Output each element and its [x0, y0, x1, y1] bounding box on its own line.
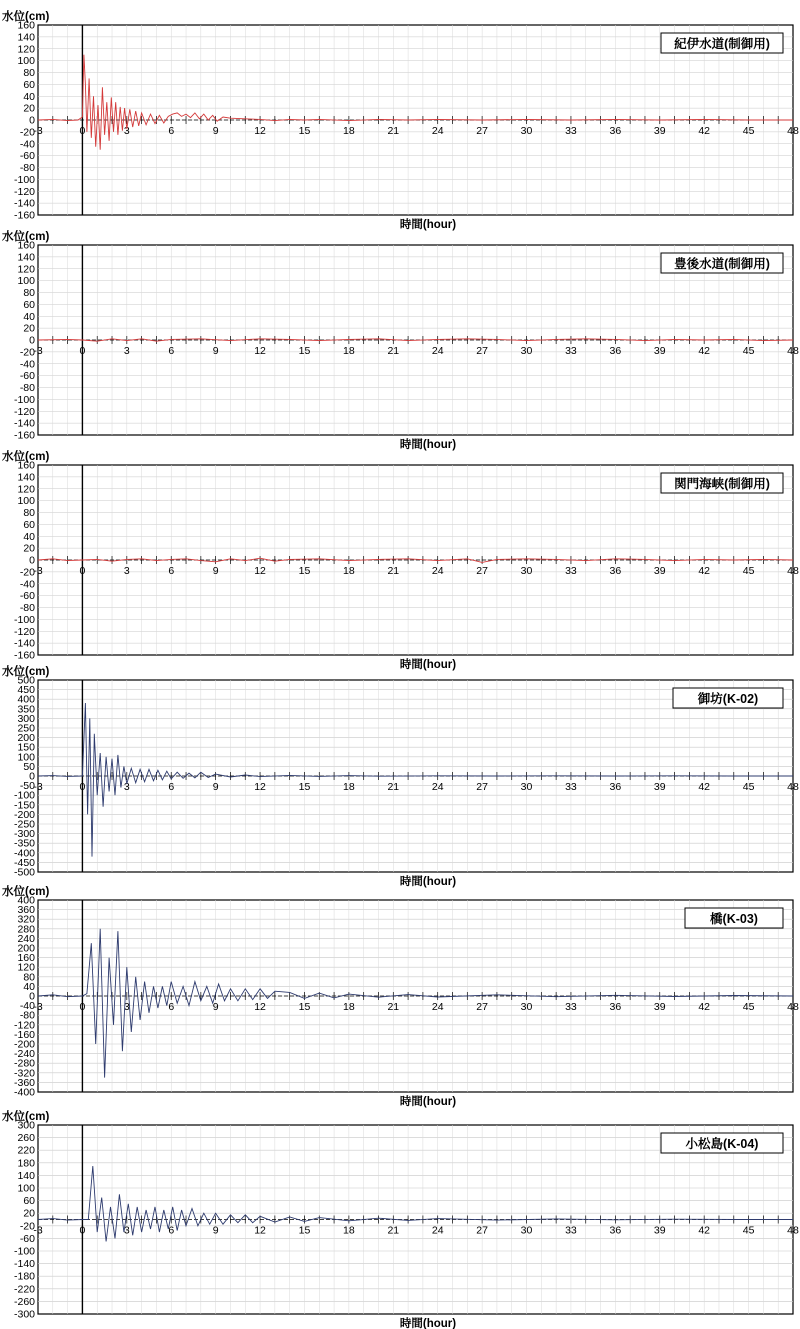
y-tick-label: 0 — [29, 990, 35, 1003]
y-tick-label: -80 — [19, 162, 35, 174]
x-tick-label: 42 — [698, 125, 711, 137]
x-tick-label: 9 — [212, 1001, 219, 1013]
x-tick-label: 24 — [431, 565, 444, 577]
x-tick-label: 48 — [787, 345, 799, 357]
x-tick-label: 39 — [653, 125, 666, 137]
y-axis-label: 水位(cm) — [2, 231, 50, 243]
x-tick-label: 18 — [343, 565, 355, 577]
x-tick-label: 33 — [565, 1224, 577, 1237]
y-tick-label: 300 — [17, 712, 35, 725]
y-tick-label: -300 — [13, 828, 35, 841]
x-tick-label: 3 — [123, 1001, 130, 1013]
y-tick-label: 200 — [17, 732, 35, 745]
y-tick-label: 40 — [23, 530, 35, 543]
x-tick-label: -3 — [33, 345, 43, 357]
y-tick-label: -60 — [19, 150, 35, 163]
y-tick-label: 140 — [17, 471, 35, 484]
y-tick-label: -140 — [13, 417, 35, 430]
station-title: 橋(K-03) — [710, 912, 758, 926]
y-tick-label: 500 — [17, 674, 35, 687]
x-tick-label: -3 — [33, 781, 43, 793]
chart-panel-6 — [2, 1109, 799, 1329]
y-tick-label: 0 — [29, 334, 35, 347]
y-tick-label: -180 — [13, 1270, 35, 1283]
y-tick-label: 400 — [17, 693, 35, 706]
x-tick-label: 0 — [79, 781, 86, 793]
y-tick-label: 320 — [17, 913, 35, 926]
y-tick-label: -280 — [13, 1057, 35, 1070]
y-tick-label: 20 — [23, 322, 35, 335]
y-tick-label: 120 — [17, 263, 35, 276]
x-tick-label: 30 — [520, 125, 533, 137]
y-axis-label: 水位(cm) — [2, 1111, 50, 1123]
y-tick-label: -150 — [13, 799, 35, 812]
y-tick-label: -160 — [13, 429, 35, 442]
x-tick-label: 6 — [168, 565, 175, 577]
y-tick-label: -350 — [13, 837, 35, 850]
y-tick-label: 20 — [23, 102, 35, 115]
x-tick-label: 6 — [168, 1001, 175, 1013]
x-tick-label: 12 — [254, 781, 266, 793]
y-tick-label: 350 — [17, 703, 35, 716]
chart-panel-4 — [2, 664, 799, 888]
y-tick-label: -240 — [13, 1048, 35, 1061]
x-tick-label: 15 — [298, 781, 311, 793]
y-tick-label: 60 — [23, 1195, 35, 1208]
x-tick-label: 42 — [698, 1224, 711, 1237]
y-tick-label: 140 — [17, 31, 35, 44]
x-tick-label: 27 — [476, 125, 488, 137]
y-tick-label: 180 — [17, 1157, 35, 1170]
station-title: 紀伊水道(制御用) — [674, 37, 770, 51]
x-tick-label: 36 — [609, 1224, 622, 1237]
x-tick-label: 12 — [254, 1224, 266, 1237]
y-tick-label: 100 — [17, 495, 35, 508]
x-tick-label: 42 — [698, 345, 711, 357]
y-tick-label: 40 — [23, 90, 35, 103]
x-tick-label: 24 — [431, 345, 444, 357]
x-tick-label: 39 — [653, 565, 666, 577]
y-tick-label: 40 — [23, 310, 35, 323]
x-tick-label: 48 — [787, 565, 799, 577]
y-tick-label: -140 — [13, 197, 35, 210]
y-tick-label: 150 — [17, 741, 35, 754]
x-tick-label: 9 — [212, 125, 219, 137]
x-tick-label: 36 — [609, 345, 622, 357]
x-tick-label: 39 — [653, 1001, 666, 1013]
y-tick-label: -80 — [19, 382, 35, 394]
x-tick-label: 3 — [123, 345, 130, 357]
y-tick-label: -260 — [13, 1295, 35, 1308]
y-tick-label: -80 — [19, 602, 35, 614]
x-tick-label: 9 — [212, 345, 219, 357]
y-axis-label: 水位(cm) — [2, 886, 50, 898]
y-tick-label: 20 — [23, 1207, 35, 1220]
y-tick-label: 200 — [17, 942, 35, 955]
y-tick-label: -60 — [19, 590, 35, 603]
chart-panel-5 — [2, 884, 799, 1108]
y-tick-label: 40 — [23, 980, 35, 993]
x-tick-label: 21 — [387, 1224, 400, 1237]
y-tick-label: 160 — [17, 239, 35, 252]
y-tick-label: 60 — [23, 518, 35, 531]
station-title: 御坊(K-02) — [697, 692, 759, 706]
x-tick-label: 42 — [698, 781, 711, 793]
y-tick-label: 80 — [23, 507, 35, 519]
x-tick-label: 0 — [79, 1001, 86, 1013]
x-tick-label: 45 — [742, 1001, 755, 1013]
y-tick-label: -160 — [13, 649, 35, 662]
x-tick-label: 33 — [565, 1001, 577, 1013]
x-tick-label: 9 — [212, 781, 219, 793]
y-tick-label: 100 — [17, 55, 35, 68]
x-tick-label: 36 — [609, 1001, 622, 1013]
x-tick-label: 24 — [431, 781, 444, 793]
y-tick-label: 280 — [17, 923, 35, 936]
x-tick-label: 18 — [343, 781, 355, 793]
y-tick-label: 80 — [23, 971, 35, 984]
y-tick-label: -400 — [13, 1086, 35, 1099]
x-tick-label: 3 — [123, 125, 130, 137]
y-tick-label: -40 — [19, 1000, 35, 1013]
y-tick-label: 160 — [17, 952, 35, 965]
y-tick-label: 450 — [17, 684, 35, 697]
x-tick-label: 45 — [742, 345, 755, 357]
x-tick-label: 15 — [298, 345, 311, 357]
y-tick-label: -200 — [13, 808, 35, 821]
y-tick-label: -120 — [13, 1019, 35, 1032]
x-tick-label: 6 — [168, 1224, 175, 1237]
x-tick-label: 36 — [609, 781, 622, 793]
x-tick-label: 6 — [168, 125, 175, 137]
x-tick-label: 0 — [79, 1224, 86, 1237]
x-tick-label: 3 — [123, 1224, 130, 1237]
y-tick-label: 0 — [29, 554, 35, 567]
y-tick-label: -200 — [13, 1038, 35, 1051]
x-tick-label: 0 — [79, 565, 86, 577]
x-tick-label: 45 — [742, 781, 755, 793]
y-tick-label: -80 — [19, 1009, 35, 1022]
y-tick-label: 160 — [17, 19, 35, 32]
y-tick-label: 240 — [17, 932, 35, 945]
y-tick-label: -120 — [13, 405, 35, 418]
y-tick-label: -300 — [13, 1308, 35, 1321]
y-tick-label: -250 — [13, 818, 35, 831]
y-axis-label: 水位(cm) — [2, 666, 50, 678]
x-axis-label: 時間(hour) — [399, 876, 457, 888]
x-tick-label: 42 — [698, 1001, 711, 1013]
x-tick-label: 33 — [565, 125, 577, 137]
y-tick-label: -120 — [13, 185, 35, 198]
x-tick-label: 24 — [431, 1224, 444, 1237]
chart-panel-2 — [2, 229, 799, 451]
y-tick-label: -100 — [13, 1245, 35, 1258]
x-tick-label: 12 — [254, 1001, 266, 1013]
x-tick-label: 48 — [787, 1001, 799, 1013]
y-tick-label: -20 — [19, 1220, 35, 1233]
x-tick-label: -3 — [33, 1224, 43, 1237]
y-tick-label: -100 — [13, 173, 35, 186]
x-tick-label: 48 — [787, 781, 799, 793]
station-title: 豊後水道(制御用) — [674, 257, 770, 271]
x-tick-label: 30 — [520, 345, 533, 357]
y-tick-label: -450 — [13, 856, 35, 869]
y-tick-label: -100 — [13, 789, 35, 802]
y-tick-label: 300 — [17, 1119, 35, 1132]
x-tick-label: 48 — [787, 1224, 799, 1237]
y-tick-label: -40 — [19, 578, 35, 591]
chart-panel-3 — [2, 449, 799, 671]
station-title: 小松島(K-04) — [685, 1137, 759, 1151]
y-tick-label: 120 — [17, 43, 35, 56]
x-tick-label: 27 — [476, 781, 488, 793]
x-tick-label: 18 — [343, 1001, 355, 1013]
y-tick-label: -60 — [19, 1232, 35, 1245]
x-tick-label: 36 — [609, 125, 622, 137]
x-tick-label: 21 — [387, 125, 400, 137]
y-tick-label: -360 — [13, 1076, 35, 1089]
x-tick-label: 27 — [476, 565, 488, 577]
y-tick-label: -100 — [13, 393, 35, 406]
y-tick-label: -40 — [19, 138, 35, 151]
x-axis-label: 時間(hour) — [399, 1318, 457, 1329]
y-axis-label: 水位(cm) — [2, 11, 50, 23]
y-tick-label: 160 — [17, 459, 35, 472]
x-tick-label: 24 — [431, 1001, 444, 1013]
x-tick-label: -3 — [33, 565, 43, 577]
y-tick-label: 80 — [23, 287, 35, 299]
x-tick-label: 18 — [343, 1224, 355, 1237]
x-tick-label: 6 — [168, 781, 175, 793]
x-tick-label: 27 — [476, 1001, 488, 1013]
x-tick-label: 9 — [212, 565, 219, 577]
y-tick-label: -50 — [19, 780, 35, 793]
y-tick-label: 260 — [17, 1132, 35, 1145]
x-tick-label: 9 — [212, 1224, 219, 1237]
y-tick-label: 60 — [23, 78, 35, 91]
x-tick-label: 24 — [431, 125, 444, 137]
y-tick-label: 60 — [23, 298, 35, 311]
x-tick-label: 48 — [787, 125, 799, 137]
y-tick-label: -500 — [13, 866, 35, 879]
x-tick-label: 39 — [653, 781, 666, 793]
y-tick-label: -320 — [13, 1067, 35, 1080]
y-tick-label: 140 — [17, 1169, 35, 1182]
y-tick-label: 80 — [23, 67, 35, 79]
x-tick-label: 39 — [653, 1224, 666, 1237]
y-tick-label: 360 — [17, 904, 35, 917]
x-tick-label: 33 — [565, 345, 577, 357]
x-tick-label: -3 — [33, 1001, 43, 1013]
y-tick-label: -160 — [13, 1028, 35, 1041]
y-tick-label: 120 — [17, 483, 35, 496]
y-tick-label: 400 — [17, 894, 35, 907]
x-tick-label: 18 — [343, 125, 355, 137]
y-tick-label: 20 — [23, 542, 35, 555]
x-tick-label: 15 — [298, 565, 311, 577]
x-tick-label: 27 — [476, 345, 488, 357]
x-tick-label: 36 — [609, 565, 622, 577]
y-tick-label: 100 — [17, 275, 35, 288]
x-tick-label: 3 — [123, 565, 130, 577]
x-tick-label: 30 — [520, 1224, 533, 1237]
x-tick-label: 30 — [520, 1001, 533, 1013]
y-tick-label: -60 — [19, 370, 35, 383]
y-tick-label: -20 — [19, 126, 35, 139]
x-tick-label: 18 — [343, 345, 355, 357]
x-tick-label: 15 — [298, 1001, 311, 1013]
x-tick-label: 39 — [653, 345, 666, 357]
y-tick-label: -20 — [19, 346, 35, 359]
x-tick-label: 45 — [742, 565, 755, 577]
y-tick-label: -40 — [19, 358, 35, 371]
x-tick-label: 6 — [168, 345, 175, 357]
x-tick-label: 21 — [387, 345, 400, 357]
y-tick-label: -100 — [13, 613, 35, 626]
x-tick-label: 15 — [298, 1224, 311, 1237]
x-tick-label: 0 — [79, 125, 86, 137]
x-tick-label: 21 — [387, 781, 400, 793]
x-tick-label: 33 — [565, 781, 577, 793]
y-tick-label: 100 — [17, 1182, 35, 1195]
x-tick-label: 12 — [254, 565, 266, 577]
x-tick-label: 21 — [387, 1001, 400, 1013]
x-tick-label: 21 — [387, 565, 400, 577]
x-tick-label: 3 — [123, 781, 130, 793]
x-axis-label: 時間(hour) — [399, 219, 457, 231]
x-tick-label: 30 — [520, 565, 533, 577]
x-tick-label: 45 — [742, 1224, 755, 1237]
x-axis-label: 時間(hour) — [399, 1096, 457, 1108]
y-tick-label: 250 — [17, 722, 35, 735]
chart-panel-1 — [2, 9, 799, 231]
y-tick-label: -120 — [13, 625, 35, 638]
y-tick-label: -160 — [13, 209, 35, 222]
y-tick-label: 0 — [29, 114, 35, 127]
x-axis-label: 時間(hour) — [399, 439, 457, 451]
y-tick-label: 0 — [29, 770, 35, 783]
y-tick-label: 50 — [23, 760, 35, 773]
x-tick-label: 30 — [520, 781, 533, 793]
y-tick-label: 140 — [17, 251, 35, 264]
x-tick-label: 0 — [79, 345, 86, 357]
y-tick-label: -20 — [19, 566, 35, 579]
x-tick-label: 27 — [476, 1224, 488, 1237]
station-title: 関門海峡(制御用) — [674, 477, 770, 491]
y-tick-label: -140 — [13, 637, 35, 650]
x-tick-label: 45 — [742, 125, 755, 137]
x-tick-label: 33 — [565, 565, 577, 577]
y-tick-label: 100 — [17, 751, 35, 764]
x-tick-label: 15 — [298, 125, 311, 137]
y-tick-label: -400 — [13, 847, 35, 860]
y-tick-label: 120 — [17, 961, 35, 974]
x-axis-label: 時間(hour) — [399, 659, 457, 671]
x-tick-label: 12 — [254, 125, 266, 137]
y-tick-label: -140 — [13, 1258, 35, 1271]
x-tick-label: 12 — [254, 345, 266, 357]
x-tick-label: -3 — [33, 125, 43, 137]
y-tick-label: 220 — [17, 1144, 35, 1157]
y-axis-label: 水位(cm) — [2, 451, 50, 463]
y-tick-label: -220 — [13, 1283, 35, 1296]
x-tick-label: 42 — [698, 565, 711, 577]
